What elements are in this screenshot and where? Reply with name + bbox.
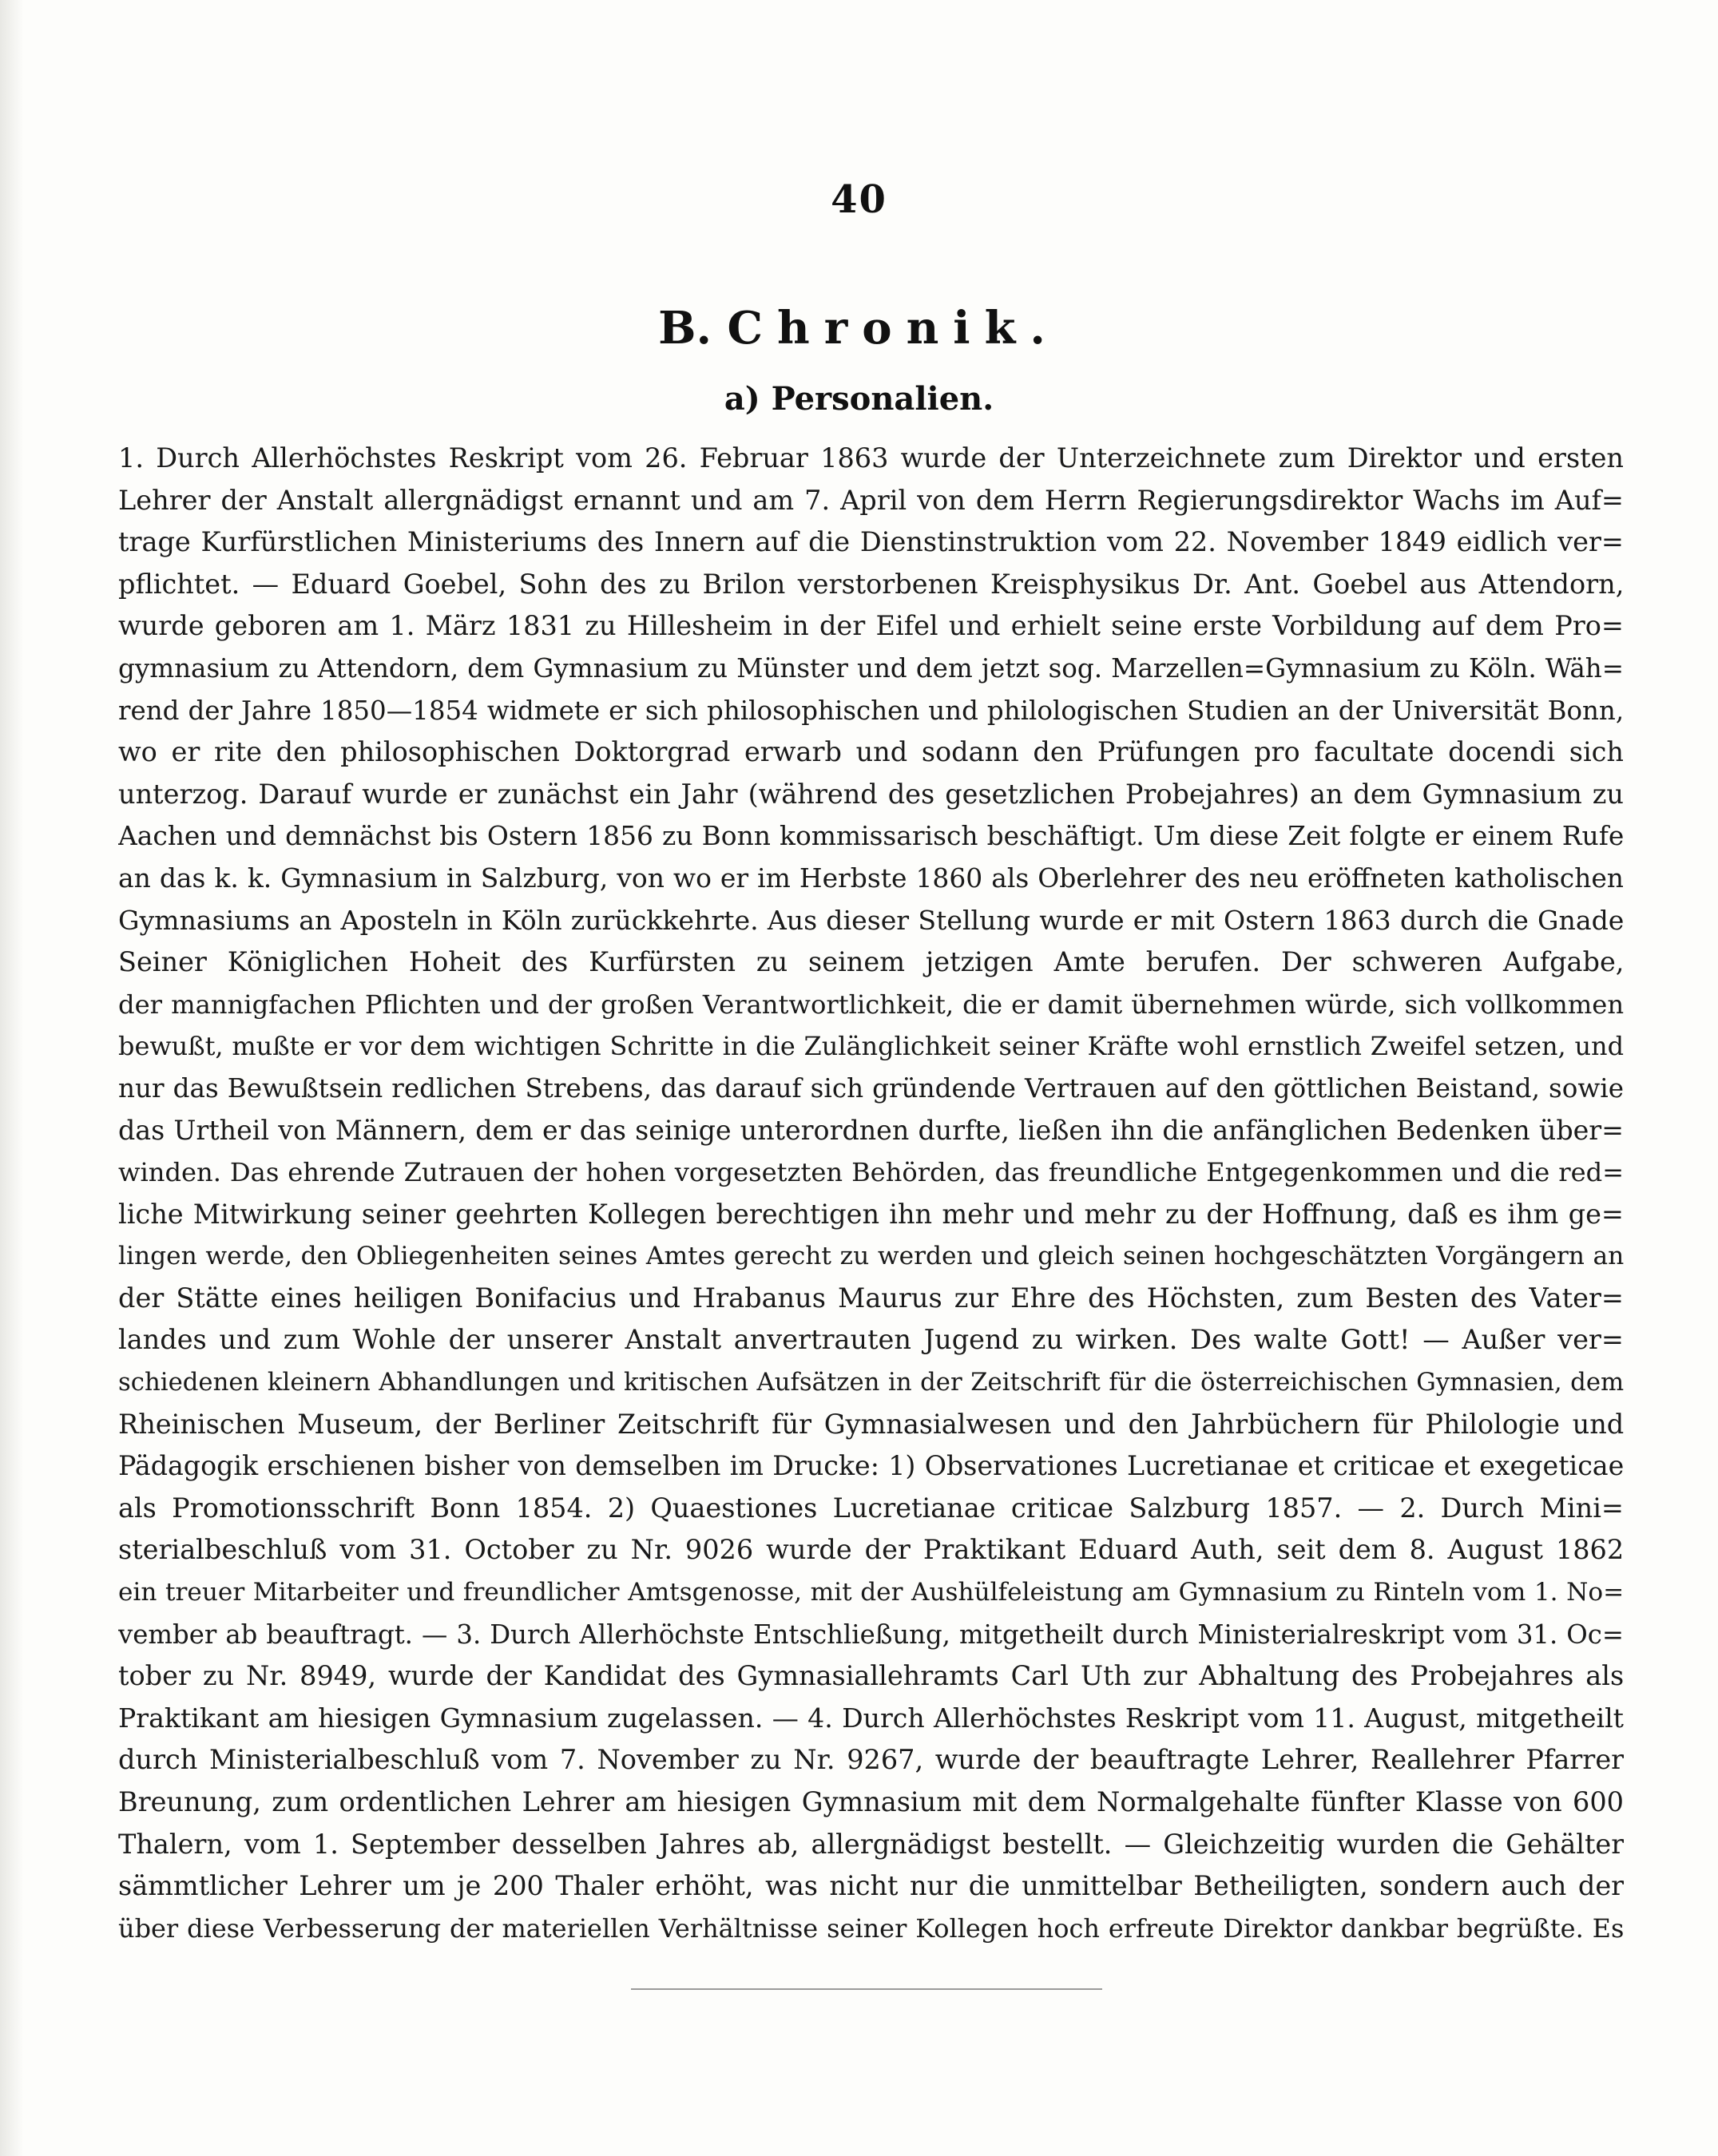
text-line: tober zu Nr. 8949, wurde der Kandidat des Gymnasiallehramts Carl Uth zur Abhaltung des Probejahres als [118, 1660, 1624, 1692]
text-line: Pädagogik erschienen bisher von demselben im Drucke: 1) Observationes Lucretianae et criticae et exegeticae [118, 1450, 1624, 1482]
text-line: nur das Bewußtsein redlichen Strebens, das darauf sich gründende Vertrauen auf den göttlichen Beistand, sowie [118, 1072, 1624, 1104]
text-line: Aachen und demnächst bis Ostern 1856 zu Bonn kommissarisch beschäftigt. Um diese Zeit folgte er einem Rufe [118, 820, 1624, 852]
text-line: Praktikant am hiesigen Gymnasium zugelassen. — 4. Durch Allerhöchstes Reskript vom 11. August, mitgetheilt [118, 1702, 1624, 1734]
body-text [118, 438, 1624, 1949]
text-line: über diese Verbesserung der materiellen Verhältnisse seiner Kollegen hoch erfreute Direktor dankbar begrüßte. Es [118, 1912, 1624, 1944]
text-line: der Stätte eines heiligen Bonifacius und Hrabanus Maurus zur Ehre des Höchsten, zum Besten des Vater= [118, 1282, 1624, 1314]
text-line: das Urtheil von Männern, dem er das seinige unterordnen durfte, ließen ihn die anfänglichen Bedenken über= [118, 1114, 1624, 1146]
text-line: trage Kurfürstlichen Ministeriums des Innern auf die Dienstinstruktion vom 22. November 1849 eidlich ver= [118, 526, 1624, 558]
text-line: 1. Durch Allerhöchstes Reskript vom 26. Februar 1863 wurde der Unterzeichnete zum Direktor und ersten [118, 442, 1624, 474]
text-line: winden. Das ehrende Zutrauen der hohen vorgesetzten Behörden, das freundliche Entgegenkommen und die red= [118, 1157, 1624, 1188]
subsection-heading: a) Personalien. [724, 380, 994, 418]
text-line: Thalern, vom 1. September desselben Jahres ab, allergnädigst bestellt. — Gleichzeitig wurden die Gehälter [118, 1828, 1624, 1860]
text-line: sämmtlicher Lehrer um je 200 Thaler erhöht, was nicht nur die unmittelbar Betheiligten, sondern auch der [118, 1870, 1624, 1902]
text-line: der mannigfachen Pflichten und der großen Verantwortlichkeit, die er damit übernehmen würde, sich vollkommen [118, 989, 1624, 1020]
text-line: wo er rite den philosophischen Doktorgrad erwarb und sodann den Prüfungen pro facultate docendi sich [118, 736, 1624, 768]
text-line: gymnasium zu Attendorn, dem Gymnasium zu Münster und dem jetzt sog. Marzellen=Gymnasium zu Köln. Wäh= [118, 652, 1624, 684]
text-line: durch Ministerialbeschluß vom 7. November zu Nr. 9267, wurde der beauftragte Lehrer, Reallehrer Pfarrer [118, 1744, 1624, 1776]
section-heading [0, 302, 1718, 355]
text-line: Gymnasiums an Aposteln in Köln zurückkehrte. Aus dieser Stellung wurde er mit Ostern 1863 durch die Gnade [118, 904, 1624, 936]
text-line: lingen werde, den Obliegenheiten seines Amtes gerecht zu werden und gleich seinen hochgeschätzten Vorgängern an [118, 1242, 1624, 1271]
text-line: liche Mitwirkung seiner geehrten Kollegen berechtigen ihn mehr und mehr zu der Hoffnung, daß es ihm ge= [118, 1198, 1624, 1230]
text-line: bewußt, mußte er vor dem wichtigen Schritte in die Zulänglichkeit seiner Kräfte wohl ernstlich Zweifel setzen, und [118, 1031, 1624, 1062]
text-line: unterzog. Darauf wurde er zunächst ein Jahr (während des gesetzlichen Probejahres) an dem Gymnasium zu [118, 778, 1624, 810]
text-line: Seiner Königlichen Hoheit des Kurfürsten zu seinem jetzigen Amte berufen. Der schweren Aufgabe, [118, 946, 1624, 978]
text-line: wurde geboren am 1. März 1831 zu Hillesheim in der Eifel und erhielt seine erste Vorbildung auf dem Pro= [118, 610, 1624, 642]
text-line: vember ab beauftragt. — 3. Durch Allerhöchste Entschließung, mitgetheilt durch Ministerialreskript vom 31. Oc= [118, 1619, 1624, 1650]
text-line: Breunung, zum ordentlichen Lehrer am hiesigen Gymnasium mit dem Normalgehalte fünfter Klasse von 600 [118, 1786, 1624, 1817]
section-title: Chronik. [727, 302, 1060, 355]
page-number: 40 [831, 177, 887, 222]
text-line: Rheinischen Museum, der Berliner Zeitschrift für Gymnasialwesen und den Jahrbüchern für Philologie und [118, 1408, 1624, 1440]
bottom-rule [631, 1988, 1102, 1990]
text-line: als Promotionsschrift Bonn 1854. 2) Quaestiones Lucretianae criticae Salzburg 1857. — 2. Durch Mini= [118, 1492, 1624, 1524]
text-line: pflichtet. — Eduard Goebel, Sohn des zu Brilon verstorbenen Kreisphysikus Dr. Ant. Goebel aus Attendorn, [118, 568, 1624, 600]
text-line: Lehrer der Anstalt allergnädigst ernannt und am 7. April von dem Herrn Regierungsdirektor Wachs im Auf= [118, 484, 1624, 516]
text-line: schiedenen kleinern Abhandlungen und kritischen Aufsätzen in der Zeitschrift für die österreichischen Gymnasien, dem [118, 1368, 1624, 1397]
text-line: landes und zum Wohle der unserer Anstalt anvertrauten Jugend zu wirken. Des walte Gott! — Außer ver= [118, 1324, 1624, 1356]
text-line: an das k. k. Gymnasium in Salzburg, von wo er im Herbste 1860 als Oberlehrer des neu eröffneten katholischen [118, 862, 1624, 894]
section-letter: B. [658, 302, 712, 355]
text-line: sterialbeschluß vom 31. October zu Nr. 9026 wurde der Praktikant Eduard Auth, seit dem 8. August 1862 [118, 1534, 1624, 1566]
text-line: rend der Jahre 1850—1854 widmete er sich philosophischen und philologischen Studien an der Universität Bonn, [118, 695, 1624, 726]
text-line: ein treuer Mitarbeiter und freundlicher Amtsgenosse, mit der Aushülfeleistung am Gymnasium zu Rinteln vom 1. No= [118, 1578, 1624, 1607]
